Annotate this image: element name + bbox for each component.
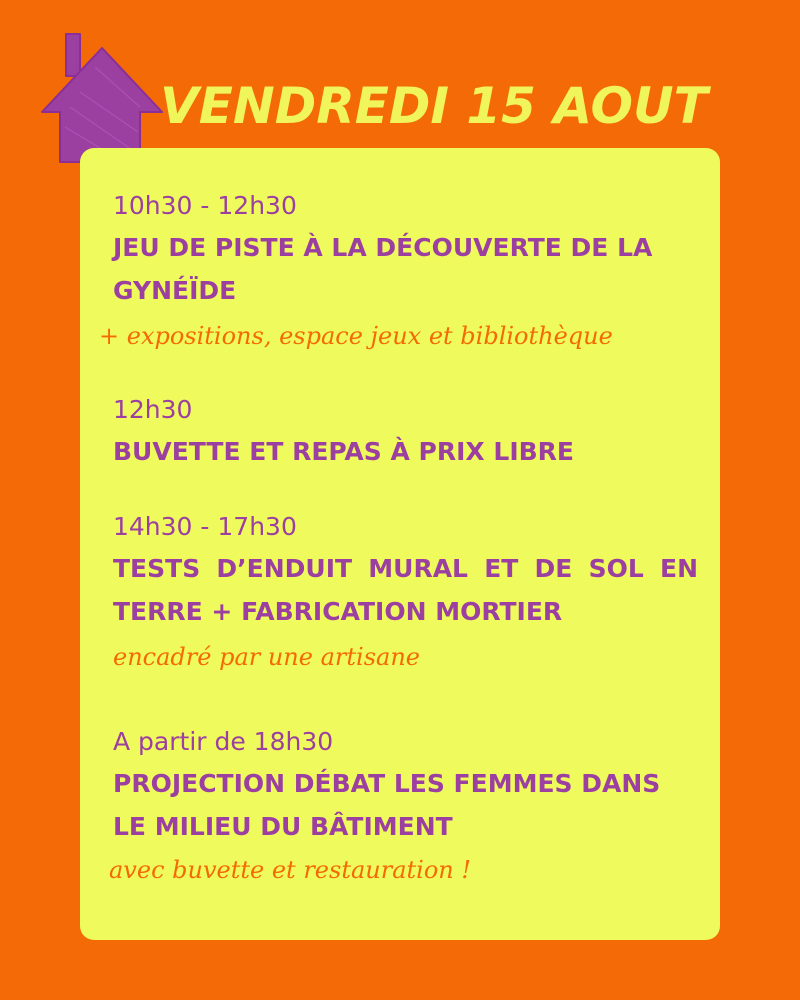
schedule-card <box>80 148 720 940</box>
event-note: encadré par une artisane <box>113 643 420 671</box>
event-time: 12h30 <box>113 395 193 424</box>
event-heading: JEU DE PISTE À LA DÉCOUVERTE DE LA GYNÉÏDE <box>113 233 653 305</box>
event-time: 14h30 - 17h30 <box>113 512 297 541</box>
event-heading: PROJECTION DÉBAT LES FEMMES DANS LE MILIEU DU BÂTIMENT <box>113 769 661 841</box>
event-note: + expositions, espace jeux et bibliothèque <box>99 322 613 350</box>
event-note: avec buvette et restauration ! <box>109 856 472 884</box>
event-1 <box>99 190 698 354</box>
event-heading: BUVETTE ET REPAS À PRIX LIBRE <box>113 437 575 466</box>
house-icon <box>40 32 170 167</box>
event-2 <box>113 394 698 473</box>
event-time: 10h30 - 12h30 <box>113 191 297 220</box>
event-4 <box>109 726 698 888</box>
event-time: A partir de 18h30 <box>113 727 334 756</box>
page-title: VENDREDI 15 AOUT <box>160 77 708 135</box>
event-3 <box>113 511 698 675</box>
event-heading: TESTS D’ENDUIT MURAL ET DE SOL EN TERRE + FABRICATION MORTIER <box>113 554 698 626</box>
